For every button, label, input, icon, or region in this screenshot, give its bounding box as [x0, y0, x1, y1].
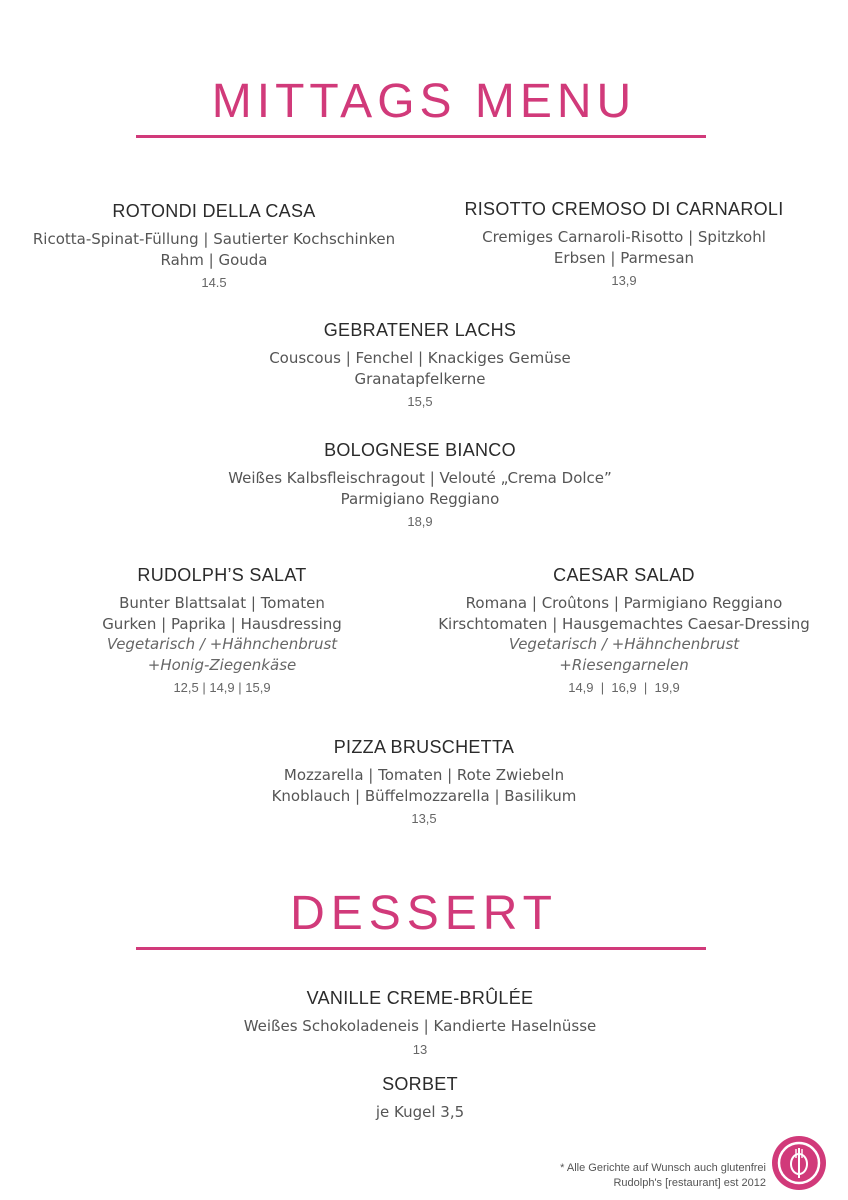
- menu-item-description-line: Erbsen | Parmesan: [553, 248, 695, 267]
- menu-item-description-line: Couscous | Fenchel | Knackiges Gemüse: [269, 349, 571, 367]
- menu-item: [0, 199, 428, 291]
- menu-item-description-line: Mozzarella | Tomaten | Rote Zwiebeln: [283, 766, 565, 784]
- menu-item-price: 12,5 | 14,9 | 15,9: [173, 680, 271, 695]
- menu-item-price: 13,9: [611, 273, 637, 288]
- menu-item-name: PIZZA BRUSCHETTA: [333, 737, 515, 757]
- menu-item: [0, 438, 840, 530]
- menu-item-option-line: Vegetarisch / +Hähnchenbrust: [508, 635, 740, 653]
- menu-item-option-line: Vegetarisch / +Hähnchenbrust: [106, 635, 338, 653]
- menu-item-name: CAESAR SALAD: [553, 565, 695, 585]
- menu-item-description-line: Kirschtomaten | Hausgemachtes Caesar-Dressing: [438, 614, 810, 633]
- fork-knife-logo-icon: [772, 1136, 826, 1190]
- dessert-title: DESSERT: [290, 887, 558, 940]
- menu-item-name: GEBRATENER LACHS: [323, 320, 517, 340]
- menu-item-price: 18,9: [407, 514, 433, 529]
- menu-item-price: 15,5: [407, 394, 433, 409]
- menu-item-option-line: +Riesengarnelen: [559, 655, 689, 674]
- menu-item-description-line: Rahm | Gouda: [160, 250, 268, 269]
- menu-item: [0, 563, 444, 696]
- dessert-item: [0, 986, 840, 1058]
- menu-item-description-line: je Kugel 3,5: [375, 1103, 465, 1121]
- menu-item: [410, 197, 838, 289]
- menu-item-description-line: Weißes Kalbsfleischragout | Velouté „Crema Dolce”: [228, 469, 612, 487]
- menu-item-price: 14.5: [201, 275, 227, 290]
- menu-item-name: RUDOLPH’S SALAT: [137, 565, 307, 585]
- menu-item-name: SORBET: [382, 1074, 458, 1094]
- menu-item-description-line: Parmigiano Reggiano: [340, 489, 500, 508]
- menu-item-description-line: Bunter Blattsalat | Tomaten: [119, 594, 325, 612]
- menu-item-description-line: Weißes Schokoladeneis | Kandierte Haselnüsse: [243, 1017, 597, 1035]
- menu-item-description-line: Romana | Croûtons | Parmigiano Reggiano: [465, 594, 783, 612]
- menu-item: [0, 318, 840, 410]
- menu-item-price: 13: [412, 1041, 428, 1057]
- dessert-item: [0, 1072, 840, 1123]
- dessert-title-divider: [136, 947, 706, 950]
- menu-item: [405, 563, 843, 696]
- menu-item-price: 13,5: [411, 811, 437, 826]
- menu-item-description-line: Gurken | Paprika | Hausdressing: [102, 614, 342, 633]
- menu-item-price: 14,9 | 16,9 | 19,9: [568, 680, 680, 695]
- menu-item-description-line: Ricotta-Spinat-Füllung | Sautierter Kochschinken: [32, 230, 396, 248]
- menu-item-name: VANILLE CREME-BRÛLÉE: [306, 988, 534, 1008]
- menu-item-name: RISOTTO CREMOSO DI CARNAROLI: [464, 199, 784, 219]
- menu-item: [0, 735, 848, 827]
- lunch-title-divider: [136, 135, 706, 138]
- lunch-menu-title: MITTAGS MENU: [211, 75, 637, 128]
- menu-item-name: BOLOGNESE BIANCO: [324, 440, 516, 460]
- menu-item-description-line: Cremiges Carnaroli-Risotto | Spitzkohl: [482, 228, 766, 246]
- menu-item-option-line: +Honig-Ziegenkäse: [147, 655, 297, 674]
- gluten-free-note: * Alle Gerichte auf Wunsch auch glutenfrei: [560, 1162, 766, 1174]
- restaurant-brand: Rudolph's [restaurant] est 2012: [613, 1177, 766, 1189]
- menu-item-name: ROTONDI DELLA CASA: [112, 201, 316, 221]
- menu-item-description-line: Knoblauch | Büffelmozzarella | Basilikum: [271, 786, 577, 805]
- menu-item-description-line: Granatapfelkerne: [354, 369, 486, 388]
